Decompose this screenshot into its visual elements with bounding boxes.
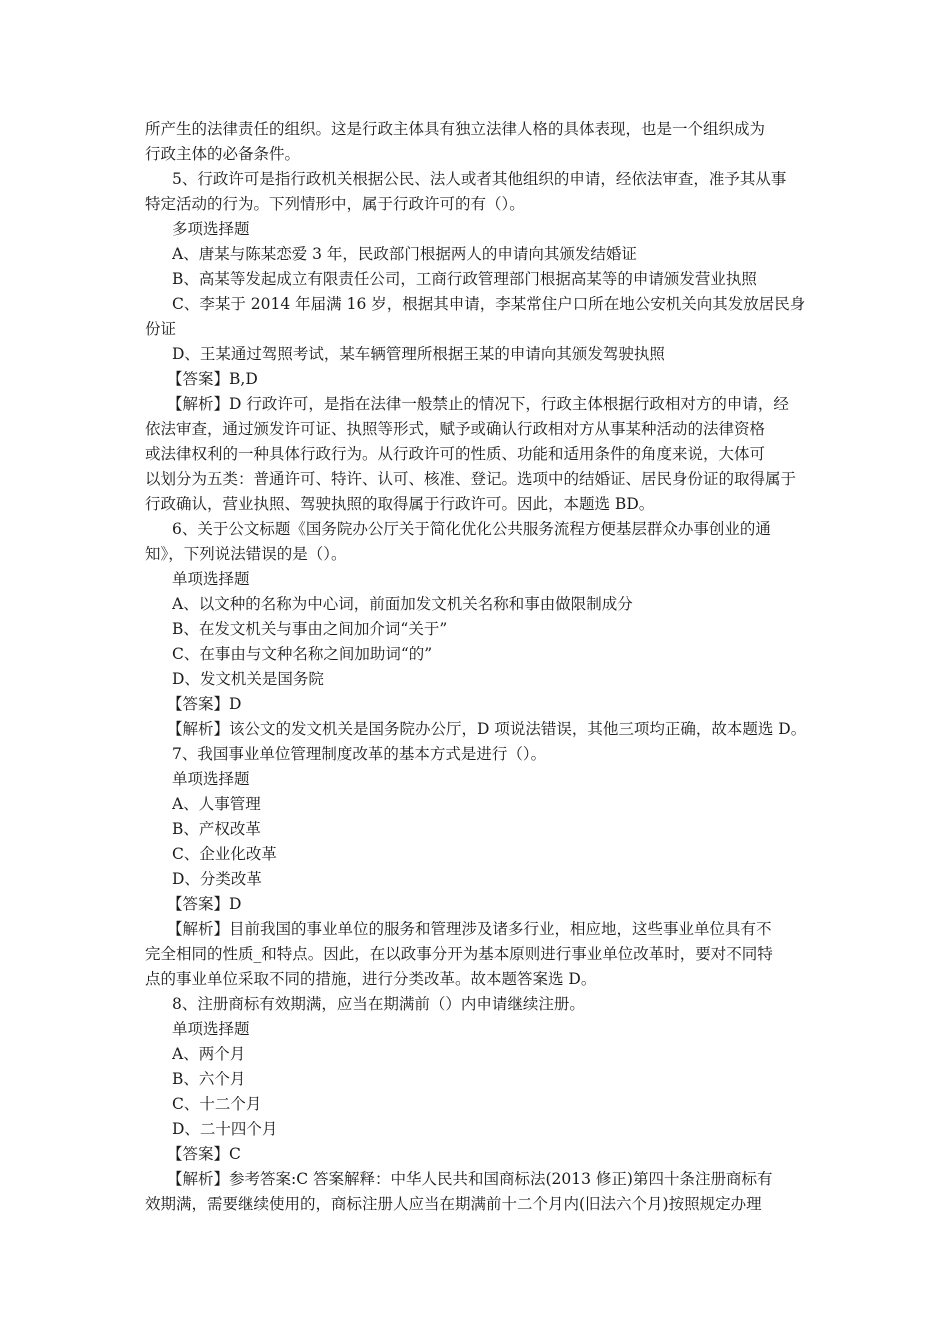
option-a: A、唐某与陈某恋爱 3 年，民政部门根据两人的申请向其颁发结婚证 (172, 245, 637, 263)
text-line: 所产生的法律责任的组织。这是行政主体具有独立法律人格的具体表现，也是一个组织成为 (145, 120, 766, 138)
text-line: 行政主体的必备条件。 (145, 145, 301, 163)
option-a: A、以文种的名称为中心词，前面加发文机关名称和事由做限制成分 (172, 595, 633, 613)
question-7-stem: 7、我国事业单位管理制度改革的基本方式是进行（）。 (172, 745, 547, 763)
option-a: A、人事管理 (172, 795, 261, 813)
option-d: D、发文机关是国务院 (172, 670, 324, 688)
question-5-stem: 特定活动的行为。下列情形中，属于行政许可的有（）。 (145, 195, 525, 213)
question-6-stem: 知》，下列说法错误的是（）。 (145, 545, 347, 563)
explanation: 完全相同的性质_和特点。因此，在以政事分开为基本原则进行事业单位改革时，要对不同特 (145, 945, 773, 963)
option-b: B、六个月 (172, 1070, 246, 1088)
explanation: 行政确认，营业执照、驾驶执照的取得属于行政许可。因此，本题选 BD。 (145, 495, 655, 513)
explanation: 依法审查，通过颁发许可证、执照等形式，赋予或确认行政相对方从事某种活动的法律资格 (145, 420, 766, 438)
question-type: 单项选择题 (172, 570, 250, 588)
question-6-stem: 6、关于公文标题《国务院办公厅关于简化优化公共服务流程方便基层群众办事创业的通 (172, 520, 771, 538)
option-c: C、在事由与文种名称之间加助词“的” (172, 645, 433, 663)
explanation: 以划分为五类：普通许可、特许、认可、核准、登记。选项中的结婚证、居民身份证的取得属于 (145, 470, 797, 488)
explanation: 点的事业单位采取不同的措施，进行分类改革。故本题答案选 D。 (145, 970, 597, 988)
explanation: 【解析】参考答案:C 答案解释：中华人民共和国商标法(2013 修正)第四十条注册商标有 (167, 1170, 773, 1188)
answer: 【答案】D (167, 895, 242, 913)
question-8-stem: 8、注册商标有效期满，应当在期满前（）内申请继续注册。 (172, 995, 585, 1013)
answer: 【答案】D (167, 695, 242, 713)
option-d: D、二十四个月 (172, 1120, 278, 1138)
question-type: 单项选择题 (172, 1020, 250, 1038)
option-a: A、两个月 (172, 1045, 246, 1063)
explanation: 【解析】D 行政许可，是指在法律一般禁止的情况下，行政主体根据行政相对方的申请，经 (167, 395, 789, 413)
answer: 【答案】C (167, 1145, 241, 1163)
answer: 【答案】B,D (167, 370, 258, 388)
option-c: C、十二个月 (172, 1095, 262, 1113)
question-5-stem: 5、行政许可是指行政机关根据公民、法人或者其他组织的申请，经依法审查，准予其从事 (172, 170, 787, 188)
option-d: D、王某通过驾照考试，某车辆管理所根据王某的申请向其颁发驾驶执照 (172, 345, 665, 363)
explanation: 【解析】目前我国的事业单位的服务和管理涉及诸多行业，相应地，这些事业单位具有不 (167, 920, 772, 938)
explanation: 【解析】该公文的发文机关是国务院办公厅，D 项说法错误，其他三项均正确，故本题选 D。 (167, 720, 807, 738)
explanation: 效期满，需要继续使用的，商标注册人应当在期满前十二个月内(旧法六个月)按照规定办理 (145, 1195, 762, 1213)
option-d: D、分类改革 (172, 870, 262, 888)
option-c: C、李某于 2014 年届满 16 岁，根据其申请，李某常住户口所在地公安机关向其发放居民身 (172, 295, 806, 313)
option-c: 份证 (145, 320, 177, 338)
question-type: 多项选择题 (172, 220, 250, 238)
option-b: B、高某等发起成立有限责任公司，工商行政管理部门根据高某等的申请颁发营业执照 (172, 270, 757, 288)
explanation: 或法律权利的一种具体行政行为。从行政许可的性质、功能和适用条件的角度来说，大体可 (145, 445, 766, 463)
question-type: 单项选择题 (172, 770, 250, 788)
option-b: B、在发文机关与事由之间加介词“关于” (172, 620, 448, 638)
option-b: B、产权改革 (172, 820, 261, 838)
option-c: C、企业化改革 (172, 845, 277, 863)
